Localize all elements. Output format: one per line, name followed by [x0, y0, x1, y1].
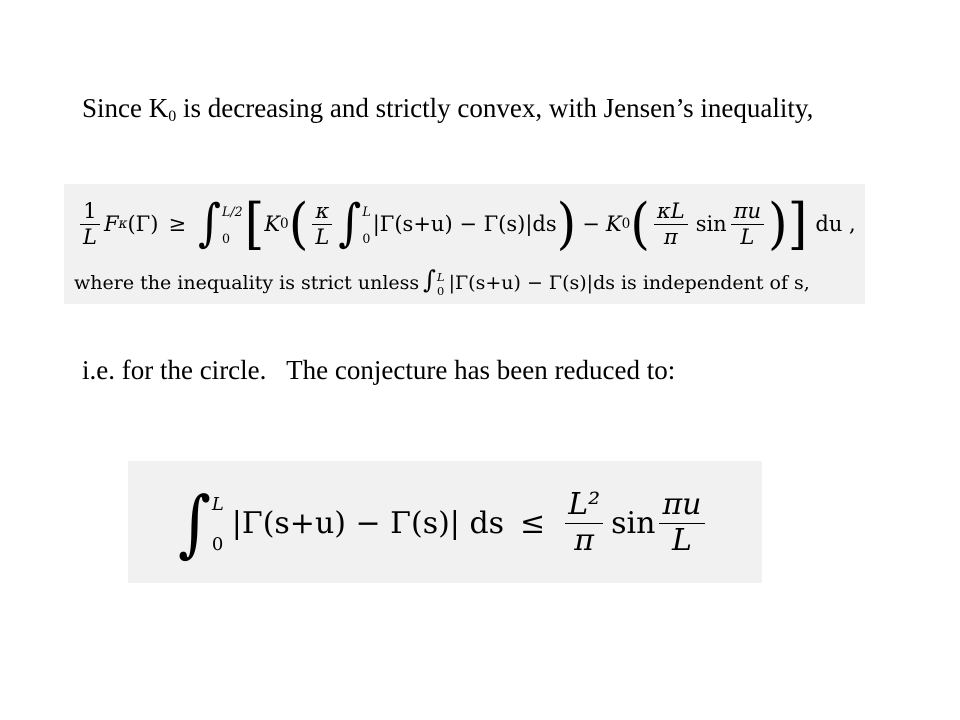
inner-upper: L — [362, 203, 371, 219]
intro-subscript: 0 — [168, 108, 177, 125]
conj-lower: 0 — [211, 533, 224, 555]
lhs-den: L — [83, 224, 97, 249]
k0-second-sub: 0 — [621, 216, 631, 232]
reduced-text: i.e. for the circle. The conjecture has been reduced to: — [82, 355, 676, 385]
k0-second: K — [605, 212, 622, 236]
jensen-inequality: $\frac{1}{L}$ F κ (Γ) ≥ ∫ L/2 0 [ K 0 ( $\frac{\kappa}{L}$ ∫ L 0 |Γ(s+u) − Γ(s)|ds ) − K 0 ( $\frac{\kappa L}{\pi}$ sin $\frac{\pi u}{L}$ ) ] du , — [76, 190, 856, 258]
relation-geq: ≥ — [168, 212, 187, 236]
k0-first: K — [264, 212, 281, 236]
lhs-arg: (Γ) — [127, 212, 159, 236]
pi-u-over-l — [731, 199, 764, 248]
where-after: is independent of s, — [620, 272, 810, 294]
where-before: where the inequality is strict unless — [74, 272, 420, 294]
lhs-fraction — [80, 199, 100, 248]
where-integral: ∫ L 0 — [423, 265, 445, 298]
sin-func: sin — [695, 212, 727, 236]
lhs-num: 1 — [80, 199, 99, 224]
kappa-den: L — [315, 224, 330, 249]
k0-first-sub: 0 — [280, 216, 289, 232]
conj-piu-den: L — [672, 522, 692, 558]
conjecture-integral: ∫ L 0 — [178, 481, 224, 565]
kl-num: κL — [656, 199, 685, 224]
conj-sin: sin — [611, 505, 656, 541]
jensen-equation-box — [64, 184, 865, 304]
conj-piu-over-l — [659, 488, 704, 558]
piu-den: L — [740, 224, 755, 249]
conj-integrand: |Γ(s+u) − Γ(s)| ds — [231, 505, 505, 541]
du-tail: du , — [815, 212, 856, 236]
l2-den: π — [574, 522, 595, 558]
lhs-sub: κ — [118, 216, 128, 232]
minus-sign: − — [582, 212, 600, 236]
l2-num: L² — [568, 487, 601, 522]
conj-upper: L — [211, 493, 224, 515]
inner-lower: 0 — [362, 231, 371, 247]
where-integrand: |Γ(s+u) − Γ(s)|ds — [448, 272, 615, 294]
kappa-l-over-pi — [654, 199, 688, 248]
l2-over-pi — [565, 488, 603, 558]
conjecture-equation-box — [128, 461, 762, 583]
outer-upper: L/2 — [222, 203, 243, 219]
inner-integrand: |Γ(s+u) − Γ(s)|ds — [372, 212, 557, 236]
kappa-num: κ — [315, 199, 330, 224]
relation-leq: ≤ — [520, 505, 546, 541]
where-line — [74, 265, 810, 298]
kl-den: π — [663, 224, 678, 249]
lhs-func: F — [103, 212, 119, 236]
intro-text-after: is decreasing and strictly convex, with Jensen’s inequality, — [176, 93, 814, 123]
where-lower: 0 — [437, 284, 445, 298]
conjecture-inequality — [176, 475, 709, 571]
where-upper: L — [437, 270, 445, 284]
outer-lower: 0 — [222, 231, 231, 247]
intro-text-before: Since K — [82, 93, 169, 123]
outer-integral: ∫ L/2 0 — [198, 194, 243, 253]
inner-integral: ∫ L 0 — [338, 194, 371, 253]
intro-paragraph — [82, 90, 902, 126]
kappa-over-l — [312, 199, 332, 248]
piu-num: πu — [733, 199, 762, 224]
conj-piu-num: πu — [662, 487, 702, 522]
